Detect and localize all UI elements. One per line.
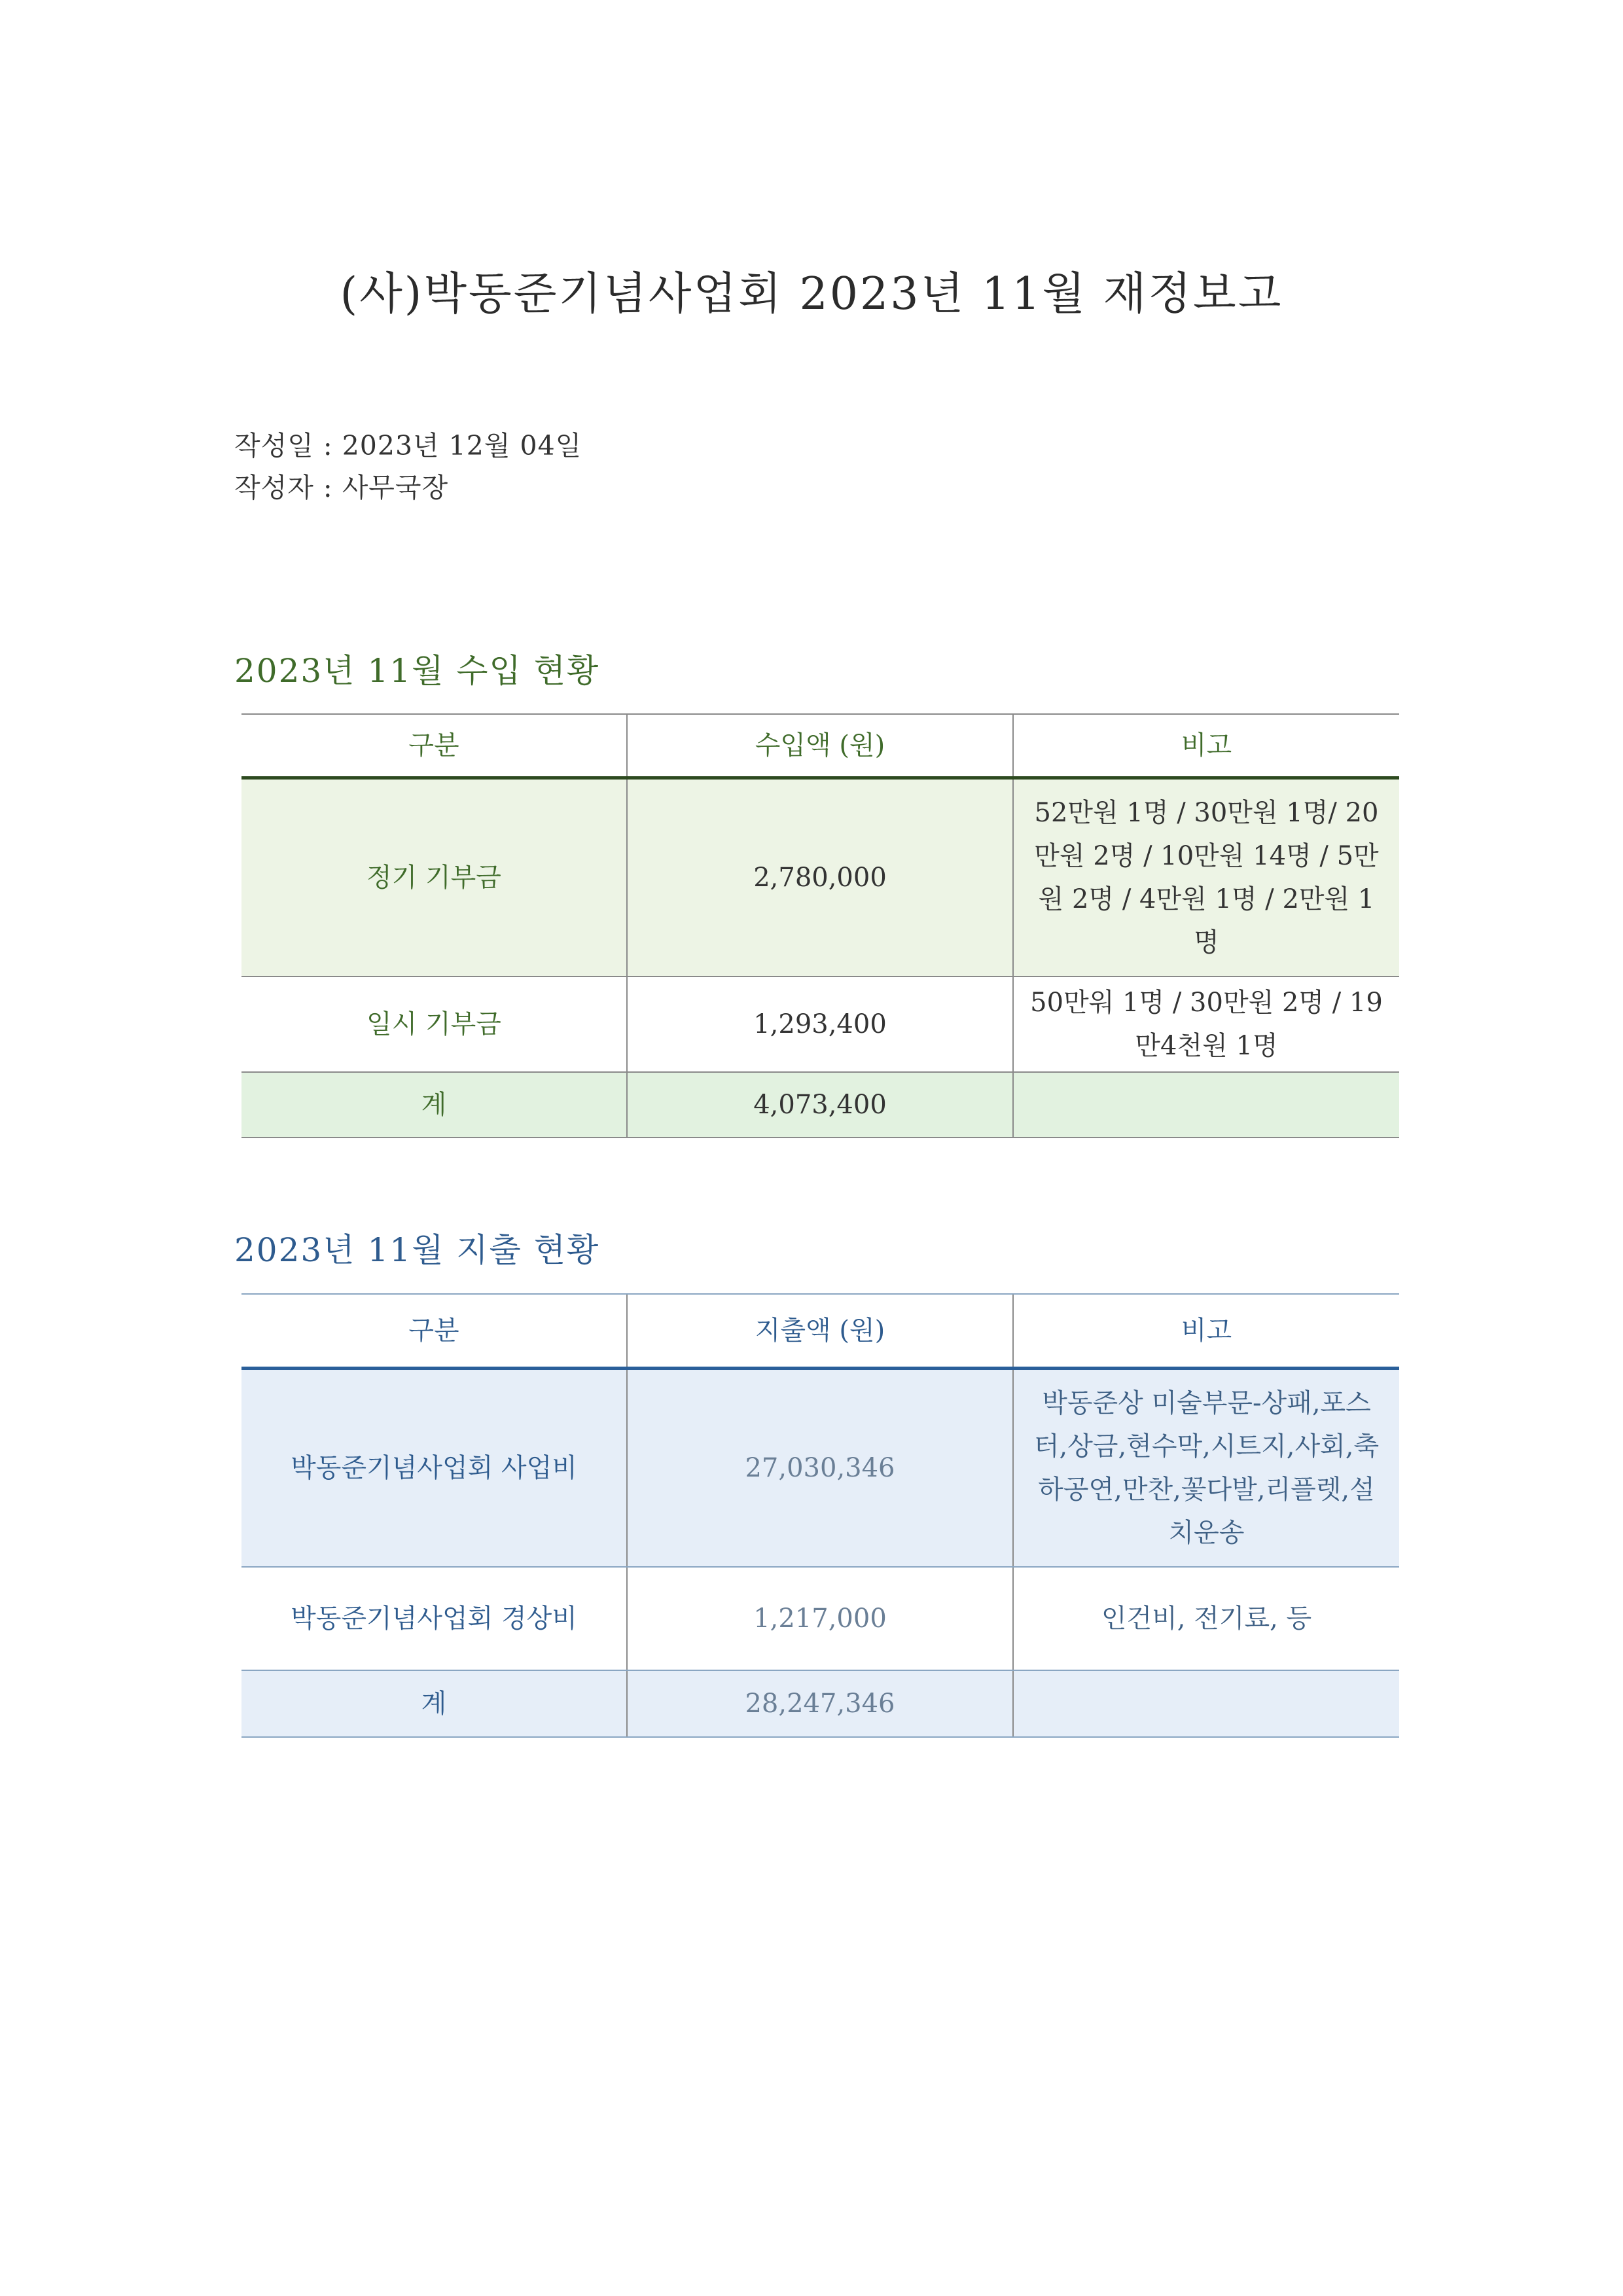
expense-row-operating-costs (241, 1567, 1399, 1670)
author-line: 작성자 : 사무국장 (234, 472, 449, 503)
expense-header-note: 비고 (1013, 1294, 1399, 1369)
income-header-note: 비고 (1013, 714, 1399, 778)
income-row-onetime-donation (241, 977, 1399, 1072)
income-section-title: 2023년 11월 수입 현황 (234, 652, 600, 690)
document-title: (사)박동준기념사업회 2023년 11월 재정보고 (340, 268, 1283, 320)
expense-total-row (241, 1670, 1399, 1737)
expense-category: 박동준기념사업회 사업비 (241, 1369, 627, 1568)
income-table (241, 713, 1399, 1138)
expense-total-label: 계 (241, 1670, 627, 1737)
income-category: 정기 기부금 (241, 778, 627, 977)
income-total-label: 계 (241, 1072, 627, 1138)
expense-total-amount: 28,247,346 (627, 1670, 1013, 1737)
expense-row-project-costs (241, 1369, 1399, 1568)
income-header-amount: 수입액 (원) (627, 714, 1013, 778)
income-amount: 2,780,000 (627, 778, 1013, 977)
income-header-category: 구분 (241, 714, 627, 778)
income-note: 50만워 1명 / 30만원 2명 / 19만4천원 1명 (1013, 977, 1399, 1072)
income-note: 52만원 1명 / 30만원 1명/ 20만원 2명 / 10만원 14명 / 5만원 2명 / 4만원 1명 / 2만원 1명 (1013, 778, 1399, 977)
income-row-regular-donation (241, 778, 1399, 977)
expense-note: 인건비, 전기료, 등 (1013, 1567, 1399, 1670)
income-total-note (1013, 1072, 1399, 1138)
income-total-row (241, 1072, 1399, 1138)
date-line: 작성일 : 2023년 12월 04일 (234, 430, 582, 461)
expense-amount: 1,217,000 (627, 1567, 1013, 1670)
expense-header-amount: 지출액 (원) (627, 1294, 1013, 1369)
expense-amount: 27,030,346 (627, 1369, 1013, 1568)
expense-header-row (241, 1294, 1399, 1369)
income-total-amount: 4,073,400 (627, 1072, 1013, 1138)
income-category: 일시 기부금 (241, 977, 627, 1072)
expense-total-note (1013, 1670, 1399, 1737)
income-header-row (241, 714, 1399, 778)
expense-table (241, 1293, 1399, 1738)
expense-category: 박동준기념사업회 경상비 (241, 1567, 627, 1670)
income-amount: 1,293,400 (627, 977, 1013, 1072)
expense-section-title: 2023년 11월 지출 현황 (234, 1231, 600, 1269)
expense-note: 박동준상 미술부문-상패,포스터,상금,현수막,시트지,사회,축하공연,만찬,꽃다발,리플렛,설치운송 (1013, 1369, 1399, 1568)
expense-header-category: 구분 (241, 1294, 627, 1369)
